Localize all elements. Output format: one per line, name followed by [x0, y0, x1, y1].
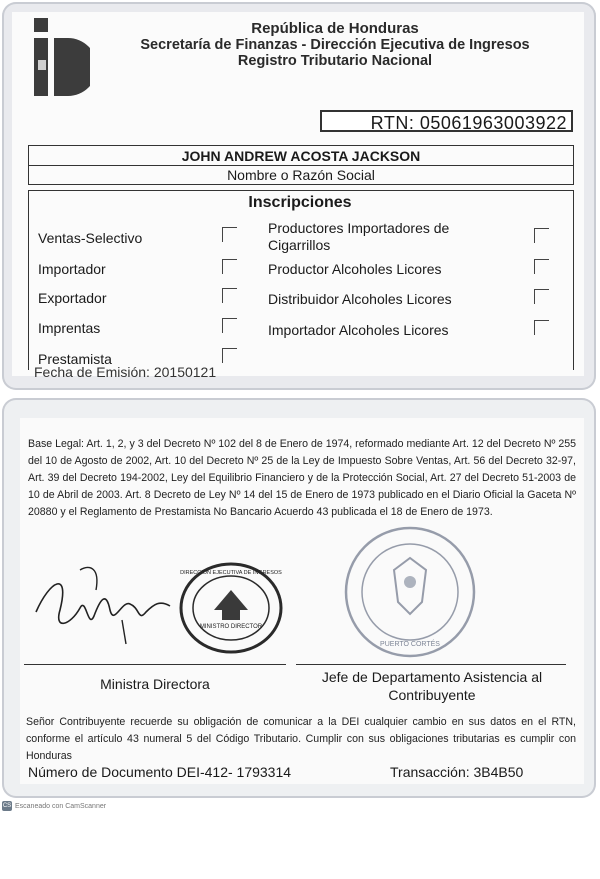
checkbox-imprentas: [222, 318, 237, 333]
seal-bottom-text: PUERTO CORTÉS: [380, 641, 440, 648]
registration-importador-alcoholes: Importador Alcoholes Licores: [268, 322, 449, 338]
checkbox-importador: [222, 259, 237, 274]
checkbox-prestamista: [222, 348, 237, 363]
header-registry: Registro Tributario Nacional: [237, 53, 433, 69]
registration-distribuidor-alcoholes: Distribuidor Alcoholes Licores: [268, 291, 452, 307]
issue-date: Fecha de Emisión: 20150121: [34, 364, 217, 380]
inscripciones-box: [28, 190, 574, 370]
checkbox-importador-alcoholes: [534, 320, 549, 335]
checkbox-productor-alcoholes: [534, 259, 549, 274]
seal-top-text: DIRECCIÓN EJECUTIVA DE INGRESOS: [180, 570, 282, 576]
taxpayer-name: JOHN ANDREW ACOSTA JACKSON: [181, 148, 421, 164]
dei-logo-icon: [24, 14, 90, 100]
signature-line-right: [296, 664, 566, 665]
registration-productor-alcoholes: Productor Alcoholes Licores: [268, 261, 442, 277]
seal-center-text: MINISTRO DIRECTOR: [199, 624, 263, 630]
registration-prestamista: Prestamista: [38, 351, 112, 367]
camscanner-logo-icon: CS: [2, 803, 12, 809]
legal-basis-text: Base Legal: Art. 1, 2, y 3 del Decreto Nº 102 del 8 de Enero de 1974, reformado mediante Art. 12 del Decreto Nº 255 del 10 de Agosto de 2002, Art. 10 del Decreto Nº 25 de la Ley de Impuesto Sobre Ventas, Art. 56 del Decreto 32-97, Art. 39 del Decreto 194-2002, Ley del Equilibrio Financiero y de la Protección Social, Art. 27 del Decreto 51-2003 de 10 de Abril de 2003. Art. 8 Decreto de Ley Nº 14 del 15 de Enero de 1973 publicado en el Diario Oficial la Gaceta Nº 20880 y el Reglamento de Prestamista No Bancario Acuerdo 43 publicada el 18 de Enero de 1973.: [28, 438, 576, 518]
divider: [29, 165, 573, 166]
rtn-number: RTN: 05061963003922: [320, 110, 573, 132]
signatory-jefe-departamento: Jefe de Departamento Asistencia al Contribuyente: [321, 669, 543, 703]
registration-importador: Importador: [38, 261, 106, 277]
registration-ventas-selectivo: Ventas-Selectivo: [38, 230, 143, 246]
document-number: Número de Documento DEI-412- 1793314: [28, 764, 292, 780]
checkbox-productores-cigarrillos: [534, 228, 549, 243]
taxpayer-name-label: Nombre o Razón Social: [227, 167, 375, 183]
scanner-watermark: [2, 801, 106, 811]
registration-productores-importadores-cigarrillos: Productores Importadores de Cigarrillos: [268, 220, 450, 253]
checkbox-exportador: [222, 288, 237, 303]
header-ministry: Secretaría de Finanzas - Dirección Ejecutiva de Ingresos: [140, 37, 530, 53]
registration-imprentas: Imprentas: [38, 320, 101, 336]
registration-exportador: Exportador: [38, 290, 107, 306]
inscripciones-title: Inscripciones: [248, 194, 352, 211]
scanner-watermark-text: Escaneado con CamScanner: [15, 802, 107, 810]
signature-icon: [30, 560, 180, 650]
signature-line-left: [24, 664, 286, 665]
header-country: República de Honduras: [251, 20, 419, 37]
signatory-ministra-directora: Ministra Directora: [100, 676, 210, 692]
taxpayer-notice: Señor Contribuyente recuerde su obligación de comunicar a la DEI cualquier cambio en sus datos en el RTN, conforme el artículo 43 numeral 5 del Código Tributario. Cumplir con sus obligaciones tributarias es cumplir con Honduras: [26, 716, 576, 762]
taxpayer-name-box: [28, 145, 574, 185]
checkbox-distribuidor-alcoholes: [534, 289, 549, 304]
municipal-seal-icon: [338, 522, 482, 662]
official-seal-director-icon: [176, 560, 286, 656]
transaction-code: Transacción: 3B4B50: [390, 764, 524, 780]
checkbox-ventas-selectivo: [222, 227, 237, 242]
